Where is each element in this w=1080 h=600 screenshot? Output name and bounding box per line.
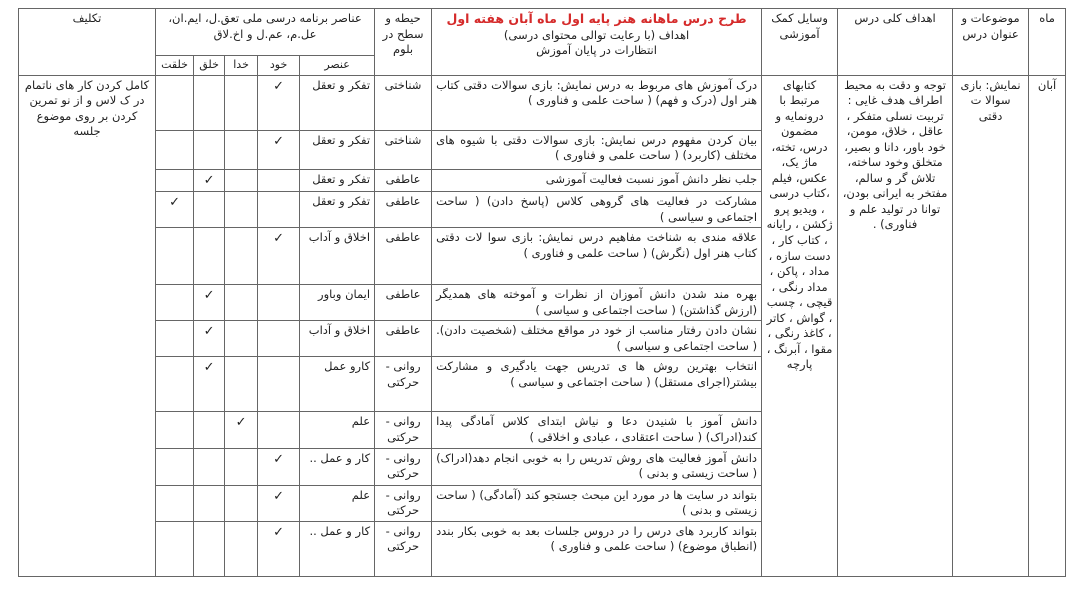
domain-cell: شناختی <box>375 75 432 130</box>
objectives-header <box>432 9 762 76</box>
check-creation <box>194 485 225 521</box>
homework-cell: کامل کردن کار های ناتمام در ک لاس و از نو تمرین کردن بر روی موضوع جلسه <box>19 75 156 576</box>
check-self <box>258 321 300 357</box>
general-goals-header: اهداف کلی درس <box>838 9 953 76</box>
check-creation <box>194 228 225 285</box>
check-creation <box>194 192 225 228</box>
objective-cell: انتخاب بهترین روش ها ی تدریس جهت یادگیری و مشارکت بیشتر(اجرای مستقل) ( ساحت اجتماعی و سیاسی ) <box>432 357 762 412</box>
goals-subtitle-2: انتظارات در پایان آموزش <box>536 43 657 58</box>
tools-cell: کتابهای مرتبط با درونمایه و مضمون درس، تخته، ماژ یک، عکس، فیلم ،کتاب درسی ، ویدیو پرو ژکشن ، رایانه ، کتاب کار ، دست سازه ، مداد ، پاکن ، مداد رنگی ، قیچی ، چسب ، گواش ، کاتر ، کاغذ رنگی ، مقوا ، آبرنگ ، پارچه <box>762 75 838 576</box>
element-cell: کار و عمل .. <box>300 521 375 576</box>
element-cell: اخلاق و آداب <box>300 321 375 357</box>
month-header: ماه <box>1029 9 1066 76</box>
objective-cell: نشان دادن رفتار مناسب از خود در مواقع مختلف (شخصیت دادن). ( ساحت اجتماعی و سیاسی ) <box>432 321 762 357</box>
check-nature <box>156 521 194 576</box>
check-nature <box>156 448 194 485</box>
domain-cell: روانی - حرکتی <box>375 521 432 576</box>
objective-cell: دانش آموز با شنیدن دعا و نیاش ابتدای کلاس آمادگی پیدا کند(ادراک) ( ساحت اعتقادی ، عبادی و اخلاقی ) <box>432 412 762 448</box>
check-self <box>258 169 300 192</box>
self-subheader: خود <box>258 56 300 76</box>
check-nature <box>156 321 194 357</box>
topic-cell: نمایش: بازی سوالا ت دقتی <box>953 75 1029 576</box>
check-nature <box>156 228 194 285</box>
check-creation: ✓ <box>194 285 225 321</box>
check-self: ✓ <box>258 485 300 521</box>
check-nature: ✓ <box>156 192 194 228</box>
topics-header: موضوعات و عنوان درس <box>953 9 1029 76</box>
element-cell: ایمان وباور <box>300 285 375 321</box>
element-cell: علم <box>300 412 375 448</box>
lesson-plan-table <box>18 8 1066 577</box>
objective-cell: بتواند در سایت ها در مورد این مبحث جستجو کند (آمادگی) ( ساحت زیستی و بدنی ) <box>432 485 762 521</box>
check-nature <box>156 285 194 321</box>
check-god <box>225 192 258 228</box>
check-god <box>225 169 258 192</box>
check-creation: ✓ <box>194 357 225 412</box>
element-subheader: عنصر <box>300 56 375 76</box>
domain-cell: عاطفی <box>375 228 432 285</box>
domain-cell: روانی - حرکتی <box>375 448 432 485</box>
check-creation <box>194 75 225 130</box>
check-creation: ✓ <box>194 169 225 192</box>
domain-cell: عاطفی <box>375 169 432 192</box>
check-god <box>225 228 258 285</box>
domain-cell: روانی - حرکتی <box>375 357 432 412</box>
check-god: ✓ <box>225 412 258 448</box>
check-self <box>258 192 300 228</box>
check-self <box>258 357 300 412</box>
check-god <box>225 285 258 321</box>
table-row <box>19 75 1066 130</box>
check-god <box>225 485 258 521</box>
check-god <box>225 357 258 412</box>
check-nature <box>156 485 194 521</box>
domain-cell: عاطفی <box>375 192 432 228</box>
element-cell: کارو عمل <box>300 357 375 412</box>
objective-cell: بتواند کاربرد های درس را در دروس جلسات بعد به خوبی بکار بندد (انطباق موضوع) ( ساحت علمی و فناوری ) <box>432 521 762 576</box>
element-cell: تفکر و تعقل <box>300 192 375 228</box>
header-row <box>19 9 1066 56</box>
objective-cell: مشارکت در فعالیت های گروهی کلاس (پاسخ دادن) ( ساحت اجتماعی و سیاسی ) <box>432 192 762 228</box>
check-god <box>225 130 258 169</box>
check-god <box>225 448 258 485</box>
check-creation: ✓ <box>194 321 225 357</box>
tools-header: وسایل کمک آموزشی <box>762 9 838 76</box>
check-nature <box>156 412 194 448</box>
domain-cell: شناختی <box>375 130 432 169</box>
element-cell: کار و عمل .. <box>300 448 375 485</box>
check-self: ✓ <box>258 130 300 169</box>
god-subheader: خدا <box>225 56 258 76</box>
check-god <box>225 521 258 576</box>
check-nature <box>156 357 194 412</box>
objective-cell: درک آموزش های مربوط به درس نمایش: بازی سوالات دقتی کتاب هنر اول (درک و فهم) ( ساحت علمی و فناوری ) <box>432 75 762 130</box>
objective-cell: بهره مند شدن دانش آموزان از نظرات و آموخته های همدیگر (ارزش گذاشتن) ( ساحت اجتماعی و سیاسی ) <box>432 285 762 321</box>
element-cell: اخلاق و آداب <box>300 228 375 285</box>
goals-subtitle: اهداف (با رعایت توالی محتوای درسی) <box>503 27 690 42</box>
objective-cell: علاقه مندی به شناخت مفاهیم درس نمایش: بازی سوا لات دقتی کتاب هنر اول (نگرش) ( ساحت علمی و فناوری ) <box>432 228 762 285</box>
domain-cell: روانی - حرکتی <box>375 412 432 448</box>
element-cell: تفکر و تعقل <box>300 130 375 169</box>
general-goal-cell: توجه و دقت به محیط اطراف هدف غایی : تربیت نسلی متفکر ، عاقل ، خلاق، مومن، خود باور، دانا و بصیر، متخلق وخود ساخته، تلاش گر و سالم، مفتخر به ایرانی بودن، توانا در تولید علم و فناوری) . <box>838 75 953 576</box>
check-nature <box>156 130 194 169</box>
creation-subheader: خلق <box>194 56 225 76</box>
domain-cell: عاطفی <box>375 321 432 357</box>
element-cell: تفکر و تعقل <box>300 169 375 192</box>
check-nature <box>156 169 194 192</box>
objective-cell: جلب نظر دانش آموز نسبت فعالیت آموزشی <box>432 169 762 192</box>
objective-cell: بیان کردن مفهوم درس نمایش: بازی سوالات دقتی با شیوه های مختلف (کاربرد) ( ساحت علمی و فناوری ) <box>432 130 762 169</box>
objective-cell: دانش آموز فعالیت های روش تدریس را به خوبی انجام دهد(ادراک) ( ساحت زیستی و بدنی ) <box>432 448 762 485</box>
check-creation <box>194 521 225 576</box>
nature-subheader: خلقت <box>156 56 194 76</box>
check-god <box>225 321 258 357</box>
check-god <box>225 75 258 130</box>
check-self: ✓ <box>258 521 300 576</box>
domain-header: حیطه و سطح در بلوم <box>375 9 432 76</box>
domain-cell: عاطفی <box>375 285 432 321</box>
check-self <box>258 412 300 448</box>
homework-header: تکلیف <box>19 9 156 76</box>
check-creation <box>194 130 225 169</box>
check-self <box>258 285 300 321</box>
domain-cell: روانی - حرکتی <box>375 485 432 521</box>
check-self: ✓ <box>258 228 300 285</box>
check-nature <box>156 75 194 130</box>
month-cell: آبان <box>1029 75 1066 576</box>
plan-title: طرح درس ماهانه هنر پایه اول ماه آبان هفته اول <box>446 11 747 26</box>
check-creation <box>194 412 225 448</box>
elements-header: عناصر برنامه درسی ملی تعق.ل، ایم.ان، عل.م، عم.ل و اخ.لاق <box>156 9 375 56</box>
element-cell: علم <box>300 485 375 521</box>
check-creation <box>194 448 225 485</box>
check-self: ✓ <box>258 448 300 485</box>
check-self: ✓ <box>258 75 300 130</box>
element-cell: تفکر و تعقل <box>300 75 375 130</box>
